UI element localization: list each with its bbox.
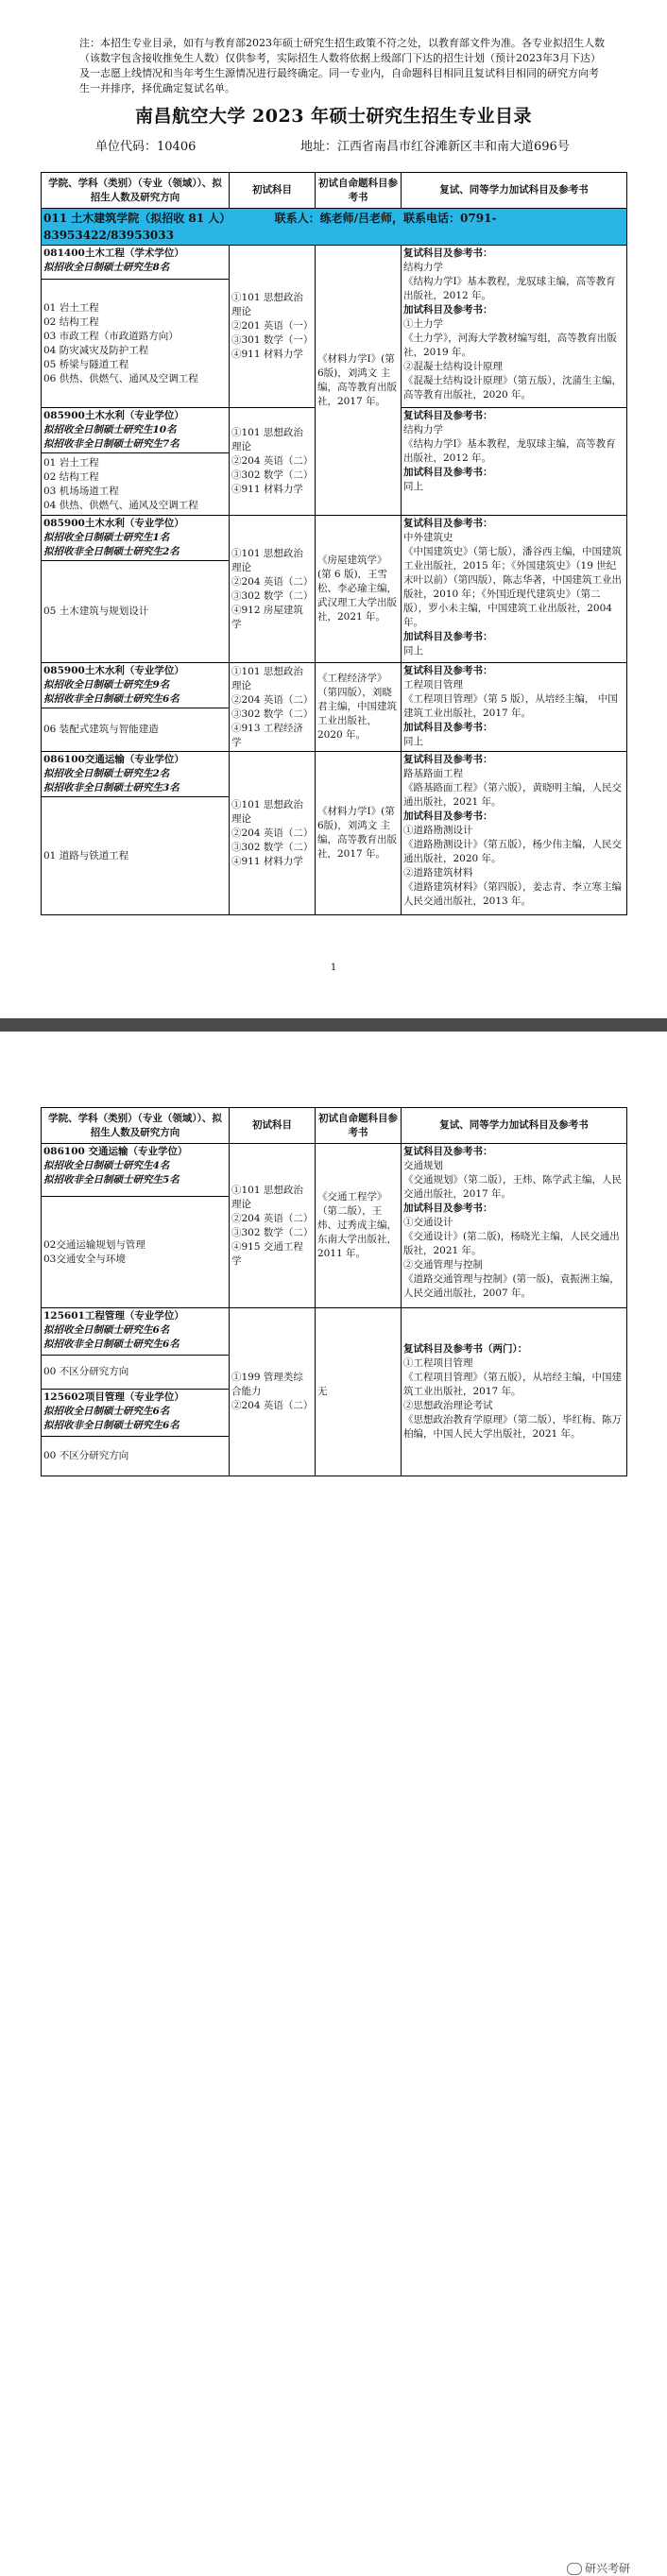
retest-cell — [402, 1308, 627, 1476]
header-major: 学院、学科（类别）（专业（领域））、拟招生人数及研究方向 — [42, 1108, 230, 1144]
retest-cell — [402, 1144, 627, 1308]
major-name: 085900土木水利（专业学位） — [43, 410, 184, 421]
retest-item: 结构力学 — [403, 262, 443, 273]
direction-cell — [42, 280, 230, 408]
addtest-item: ①土力学 — [403, 318, 443, 330]
exam-item: ①101 思想政治理论 — [231, 547, 303, 573]
exam-item: ①101 思想政治理论 — [231, 665, 303, 691]
wechat-icon — [567, 2563, 582, 2575]
page-title: 南昌航空大学 2023 年硕士研究生招生专业目录 — [134, 106, 533, 127]
direction-cell — [42, 797, 230, 915]
ref-book-cell: 《交通工程学》（第二版），王炜、过秀成主编，东南大学出版社，2011 年。 — [316, 1144, 402, 1308]
quota-parttime: 拟招收非全日制硕士研究生6名 — [43, 693, 180, 705]
exam-item: ③302 数学（二） — [231, 841, 314, 853]
retest-heading: 复试科目及参考书： — [403, 410, 493, 421]
retest-heading: 复试科目及参考书： — [403, 247, 493, 259]
retest-heading: 复试科目及参考书： — [403, 665, 493, 676]
direction-cell — [42, 708, 230, 752]
quota-fulltime: 拟招收全日制硕士研究生1名 — [43, 532, 170, 543]
retest-item: 《中国建筑史》（第七版），潘谷西主编，中国建筑工业出版社，2015 年；《外国建筑史》（19 世纪末叶以前）（第四版），陈志华著，中国建筑工业出版社，2010 年；《外国近现代建筑史》（第二版），罗小未主编，中国建筑工业出版社，2004 年。 — [403, 546, 622, 628]
addtest-item: ②混凝土结构设计原理 — [403, 361, 503, 372]
direction-item: 01 岩土工程 — [43, 456, 99, 469]
major-header-cell — [42, 1390, 230, 1437]
major-name: 085900土木水利（专业学位） — [43, 518, 184, 529]
addtest-heading: 加试科目及参考书： — [403, 810, 493, 822]
retest-cell — [402, 516, 627, 663]
direction-item: 02 结构工程 — [43, 470, 99, 483]
exam-cell — [230, 752, 316, 915]
direction-item: 04 防灾减灾及防护工程 — [43, 344, 149, 356]
exam-item: ①101 思想政治理论 — [231, 427, 303, 452]
major-name: 085900土木水利（专业学位） — [43, 665, 184, 676]
addtest-item: 《道路交通管理与控制》(第一版)，袁振洲主编，人民交通出版社，2007 年。 — [403, 1273, 620, 1299]
exam-item: ②204 英语（二） — [231, 1212, 314, 1224]
addtest-heading: 加试科目及参考书： — [403, 1203, 493, 1214]
addtest-heading: 加试科目及参考书： — [403, 631, 493, 642]
retest-cell — [402, 408, 627, 516]
quota-fulltime: 拟招收全日制硕士研究生6名 — [43, 1406, 170, 1417]
retest-item: ②思想政治理论考试 — [403, 1400, 493, 1411]
quota-parttime: 拟招收非全日制硕士研究生3名 — [43, 782, 180, 793]
exam-item: ①101 思想政治理论 — [231, 1184, 303, 1210]
addtest-item: ①交通设计 — [403, 1217, 453, 1228]
addtest-item: 《土力学》，河海大学教材编写组，高等教育出版社，2019 年。 — [403, 333, 617, 358]
retest-cell — [402, 663, 627, 752]
exam-cell — [230, 246, 316, 408]
exam-item: ②204 英语（二） — [231, 693, 314, 706]
quota-parttime: 拟招收非全日制硕士研究生6名 — [43, 1339, 180, 1350]
addtest-item: ②交通管理与控制 — [403, 1259, 483, 1271]
catalog-table-page-2 — [41, 1107, 627, 1476]
exam-item: ①199 管理类综合能力 — [231, 1372, 303, 1397]
exam-item: ③301 数学（一） — [231, 334, 314, 346]
addtest-heading: 加试科目及参考书： — [403, 722, 493, 733]
header-ref: 初试自命题科目参考书 — [316, 173, 402, 209]
exam-cell — [230, 1144, 316, 1308]
exam-item: ①101 思想政治理论 — [231, 798, 303, 825]
retest-cell — [402, 246, 627, 408]
major-name: 125601工程管理（专业学位） — [43, 1310, 184, 1322]
major-name: 086100 交通运输（专业学位） — [43, 1146, 188, 1157]
retest-item: 路基路面工程 — [403, 768, 463, 779]
direction-item: 03交通安全与环境 — [43, 1253, 126, 1265]
exam-item: ④912 房屋建筑学 — [231, 604, 303, 630]
quota-fulltime: 拟招收全日制硕士研究生8名 — [43, 262, 170, 273]
exam-cell — [230, 663, 316, 752]
direction-cell — [42, 561, 230, 663]
direction-item: 06 供热、供燃气、通风及空调工程 — [43, 372, 198, 384]
exam-item: ④913 工程经济学 — [231, 722, 303, 748]
exam-item: ③302 数学（二） — [231, 1226, 314, 1238]
direction-item: 05 土木建筑与规划设计 — [43, 606, 149, 617]
exam-item: ②204 英语（二） — [231, 575, 314, 588]
page-1 — [0, 0, 667, 1018]
major-header-cell — [42, 752, 230, 797]
major-header-cell — [42, 1144, 230, 1197]
major-name: 086100交通运输（专业学位） — [43, 754, 184, 765]
direction-item: 00 不区分研究方向 — [43, 1450, 129, 1461]
quota-fulltime: 拟招收全日制硕士研究生10名 — [43, 424, 177, 435]
exam-item: ③302 数学（二） — [231, 589, 314, 602]
direction-item: 03 机场场道工程 — [43, 485, 119, 497]
direction-cell — [42, 1197, 230, 1308]
retest-item: 《结构力学Ⅰ》基本教程，龙驭球主编，高等教育出版社，2012 年。 — [403, 438, 616, 464]
direction-item: 01 道路与铁道工程 — [43, 849, 129, 862]
addtest-item: 《道路勘测设计》（第五版），杨少伟主编，人民交通出版社，2020 年。 — [403, 839, 622, 864]
address: 地址：江西省南昌市红谷滩新区丰和南大道696号 — [300, 140, 570, 154]
header-major: 学院、学科（类别）（专业（领域））、拟招生人数及研究方向 — [42, 173, 230, 209]
major-header-cell — [42, 516, 230, 561]
addtest-heading: 加试科目及参考书： — [403, 467, 493, 478]
unit-code: 单位代码：10406 — [95, 140, 197, 154]
exam-item: ④911 材料力学 — [231, 484, 303, 495]
exam-item: ③302 数学（二） — [231, 469, 314, 481]
header-retest: 复试、同等学力加试科目及参考书 — [402, 173, 627, 209]
retest-item: 《结构力学Ⅰ》基本教程，龙驭球主编，高等教育出版社，2012 年。 — [403, 276, 616, 301]
exam-item: ④911 材料力学 — [231, 349, 303, 360]
addtest-item: 《道路建筑材料》（第四版），姜志青、李立寒主编人民交通出版社，2013 年。 — [403, 881, 622, 907]
page-2 — [0, 1032, 667, 2575]
header-exam: 初试科目 — [230, 1108, 316, 1144]
addtest-heading: 加试科目及参考书： — [403, 304, 493, 316]
ref-book-cell: 《材料力学Ⅰ》(第6版)，刘鸿文 主编，高等教育出版社，2017 年。 — [316, 246, 402, 516]
exam-item: ②204 英语（二） — [231, 1400, 314, 1411]
retest-heading: 复试科目及参考书（两门）： — [403, 1343, 528, 1355]
ref-book-cell: 《房屋建筑学》(第 6 版)，王雪松、李必瑜主编，武汉理工大学出版社，2021 年。 — [316, 516, 402, 663]
exam-item: ④911 材料力学 — [231, 855, 303, 867]
ref-book-cell: 《材料力学Ⅰ》(第6版)，刘鸿文 主编，高等教育出版社，2017 年。 — [316, 752, 402, 915]
catalog-table-page-1 — [41, 172, 627, 915]
watermark — [567, 2560, 630, 2576]
quota-parttime: 拟招收非全日制硕士研究生2名 — [43, 546, 180, 557]
ref-book-cell: 无 — [316, 1308, 402, 1476]
exam-item: ②204 英语（二） — [231, 827, 314, 839]
quota-parttime: 拟招收非全日制硕士研究生7名 — [43, 438, 180, 450]
major-header-cell — [42, 663, 230, 708]
header-exam: 初试科目 — [230, 173, 316, 209]
exam-cell — [230, 516, 316, 663]
quota-fulltime: 拟招收全日制硕士研究生2名 — [43, 768, 170, 779]
addtest-item: 同上 — [403, 481, 423, 492]
direction-item: 00 不区分研究方向 — [43, 1366, 129, 1377]
header-retest: 复试、同等学力加试科目及参考书 — [402, 1108, 627, 1144]
exam-item: ②201 英语（一） — [231, 320, 314, 332]
retest-item: 《工程项目管理》（第 5 版），从培经主编， 中国建筑工业出版社，2017 年。 — [403, 693, 618, 719]
quota-fulltime: 拟招收全日制硕士研究生9名 — [43, 679, 170, 691]
retest-item: 中外建筑史 — [403, 532, 453, 543]
retest-heading: 复试科目及参考书： — [403, 518, 493, 529]
exam-item: ④915 交通工程学 — [231, 1240, 303, 1267]
direction-item: 02 结构工程 — [43, 316, 99, 328]
retest-heading: 复试科目及参考书： — [403, 1146, 493, 1157]
addtest-item: ②道路建筑材料 — [403, 867, 473, 879]
quota-fulltime: 拟招收全日制硕士研究生6名 — [43, 1324, 170, 1336]
retest-item: 工程项目管理 — [403, 679, 463, 691]
addtest-item: ①道路勘测设计 — [403, 825, 473, 836]
addtest-item: 《交通设计》(第二版)，杨晓光主编，人民交通出版社，2021 年。 — [403, 1231, 620, 1256]
exam-item: ①101 思想政治理论 — [231, 292, 303, 317]
retest-item: 《交通规划》（第二版），王炜、陈学武主编，人民交通出版社，2017 年。 — [403, 1174, 622, 1200]
retest-cell — [402, 752, 627, 915]
quota-parttime: 拟招收非全日制硕士研究生5名 — [43, 1174, 180, 1186]
addtest-item: 同上 — [403, 736, 423, 747]
direction-cell — [42, 1356, 230, 1390]
direction-item: 06 装配式建筑与智能建造 — [43, 724, 159, 735]
college-row — [42, 209, 627, 246]
page-separator — [0, 1018, 667, 1032]
college-name: 011 土木建筑学院（拟招收 81 人） — [43, 212, 231, 225]
direction-item: 02交通运输规划与管理 — [43, 1238, 145, 1251]
retest-item: 《路基路面工程》（第六版），黄晓明主编，人民交通出版社，2021 年。 — [403, 782, 622, 808]
direction-item: 03 市政工程（市政道路方向） — [43, 330, 179, 342]
direction-cell — [42, 1437, 230, 1476]
direction-cell — [42, 453, 230, 516]
major-name: 125602项目管理（专业学位） — [43, 1391, 184, 1403]
direction-item: 04 供热、供燃气、通风及空调工程 — [43, 499, 198, 511]
direction-item: 01 岩土工程 — [43, 301, 99, 314]
ref-book-cell: 《工程经济学》（第四版），刘晓君主编，中国建筑工业出版社，2020 年。 — [316, 663, 402, 752]
exam-cell — [230, 408, 316, 516]
page-number: 1 — [330, 963, 337, 973]
addtest-item: 《混凝土结构设计原理》（第五版），沈蒲生主编，高等教育出版社，2020 年。 — [403, 375, 622, 401]
quota-fulltime: 拟招收全日制硕士研究生4名 — [43, 1160, 170, 1171]
quota-parttime: 拟招收非全日制硕士研究生6名 — [43, 1420, 180, 1431]
retest-item: 结构力学 — [403, 424, 443, 435]
major-header-cell — [42, 408, 230, 453]
direction-item: 05 桥梁与隧道工程 — [43, 358, 129, 370]
retest-heading: 复试科目及参考书： — [403, 754, 493, 765]
college-contact: 联系人：练老师/吕老师，联系电话：0791-83953422/83953033 — [43, 212, 497, 242]
major-header-cell — [42, 246, 230, 280]
major-header-cell — [42, 1308, 230, 1356]
retest-item: 《工程项目管理》（第五版），从培经主编，中国建筑工业出版社，2017 年。 — [403, 1372, 622, 1397]
watermark-text: 研兴考研 — [585, 2562, 631, 2575]
retest-item: 交通规划 — [403, 1160, 443, 1171]
exam-item: ②204 英语（二） — [231, 455, 314, 467]
addtest-item: 同上 — [403, 645, 423, 657]
exam-cell — [230, 1308, 316, 1476]
exam-item: ③302 数学（二） — [231, 708, 314, 720]
major-name: 081400土木工程（学术学位） — [43, 247, 184, 259]
notice-text: 注：本招生专业目录，如有与教育部2023年硕士研究生招生政策不符之处，以教育部文件为准。各专业拟招生人数（该数字包含接收推免生人数）仅供参考，实际招生人数将依据上级部门下达的招生计划（预计2023年3月下达）及一志愿上线情况和当年考生生源情况进行最终确定。同一专业内，自命题科目相同且复试科目相同的研究方向考生一并排序，择优确定复试名单。 — [79, 37, 605, 94]
retest-item: 《思想政治教育学原理》（第二版），毕红梅、陈万柏编，中国人民大学出版社，2021 年。 — [403, 1414, 622, 1440]
header-ref: 初试自命题科目参考书 — [316, 1108, 402, 1144]
retest-item: ①工程项目管理 — [403, 1357, 473, 1369]
